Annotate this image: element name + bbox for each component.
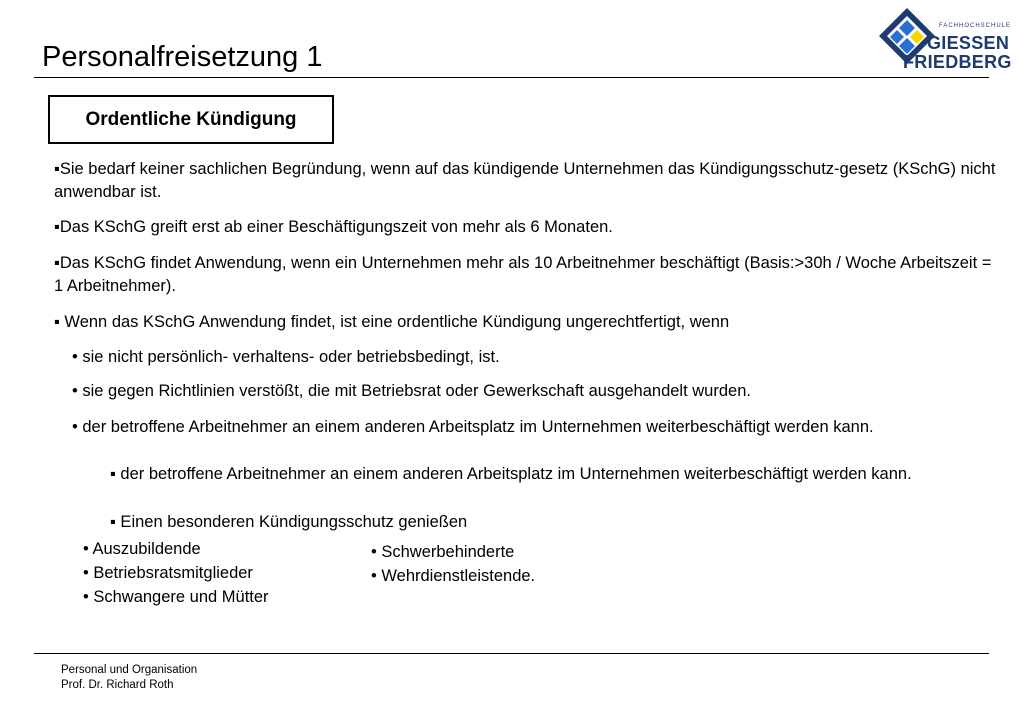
list-item: • Auszubildende [83, 540, 201, 558]
page-title: Personalfreisetzung 1 [42, 41, 323, 73]
footer [61, 663, 197, 693]
footer-line-1: Personal und Organisation [61, 664, 198, 676]
list-item: • Schwangere und Mütter [83, 588, 269, 606]
logo-line2: FRIEDBERG [903, 52, 1012, 72]
paragraph-2: ▪Das KSchG greift erst ab einer Beschäftigungszeit von mehr als 6 Monaten. [54, 218, 613, 236]
section-heading [48, 95, 334, 144]
list-item: • Schwerbehinderte [371, 543, 515, 561]
subsub-bullet-2: ▪ Einen besonderen Kündigungsschutz genießen [110, 513, 468, 531]
paragraph-4: ▪ Wenn das KSchG Anwendung findet, ist eine ordentliche Kündigung ungerechtfertigt, wenn [54, 313, 730, 331]
sub-bullet-1: • sie nicht persönlich- verhaltens- oder betriebsbedingt, ist. [72, 348, 500, 366]
subsub-bullet-1: ▪ der betroffene Arbeitnehmer an einem anderen Arbeitsplatz im Unternehmen weiterbeschäftigt werden kann. [110, 465, 912, 483]
list-item: • Wehrdienstleistende. [371, 567, 536, 585]
logo-line1: GIESSEN [927, 33, 1010, 53]
list-item: • Betriebsratsmitglieder [83, 564, 253, 582]
university-logo [877, 7, 1012, 73]
paragraph-3: ▪Das KSchG findet Anwendung, wenn ein Unternehmen mehr als 10 Arbeitnehmer beschäftigt (Basis:>30h / Woche Arbeitszeit = 1 Arbeitnehmer). [54, 254, 992, 295]
header-divider [34, 77, 989, 78]
footer-line-2: Prof. Dr. Richard Roth [61, 679, 174, 691]
footer-divider [34, 653, 989, 654]
sub-bullet-2: • sie gegen Richtlinien verstößt, die mit Betriebsrat oder Gewerkschaft ausgehandelt wurden. [72, 382, 751, 400]
sub-bullet-3: • der betroffene Arbeitnehmer an einem anderen Arbeitsplatz im Unternehmen weiterbeschäftigt werden kann. [72, 418, 874, 436]
paragraph-1: ▪Sie bedarf keiner sachlichen Begründung, wenn auf das kündigende Unternehmen das Kündigungsschutz-gesetz (KSchG) nicht anwendbar ist. [54, 160, 996, 201]
section-heading-text: Ordentliche Kündigung [85, 108, 297, 130]
logo-subtitle: FACHHOCHSCHULE [939, 23, 1012, 29]
